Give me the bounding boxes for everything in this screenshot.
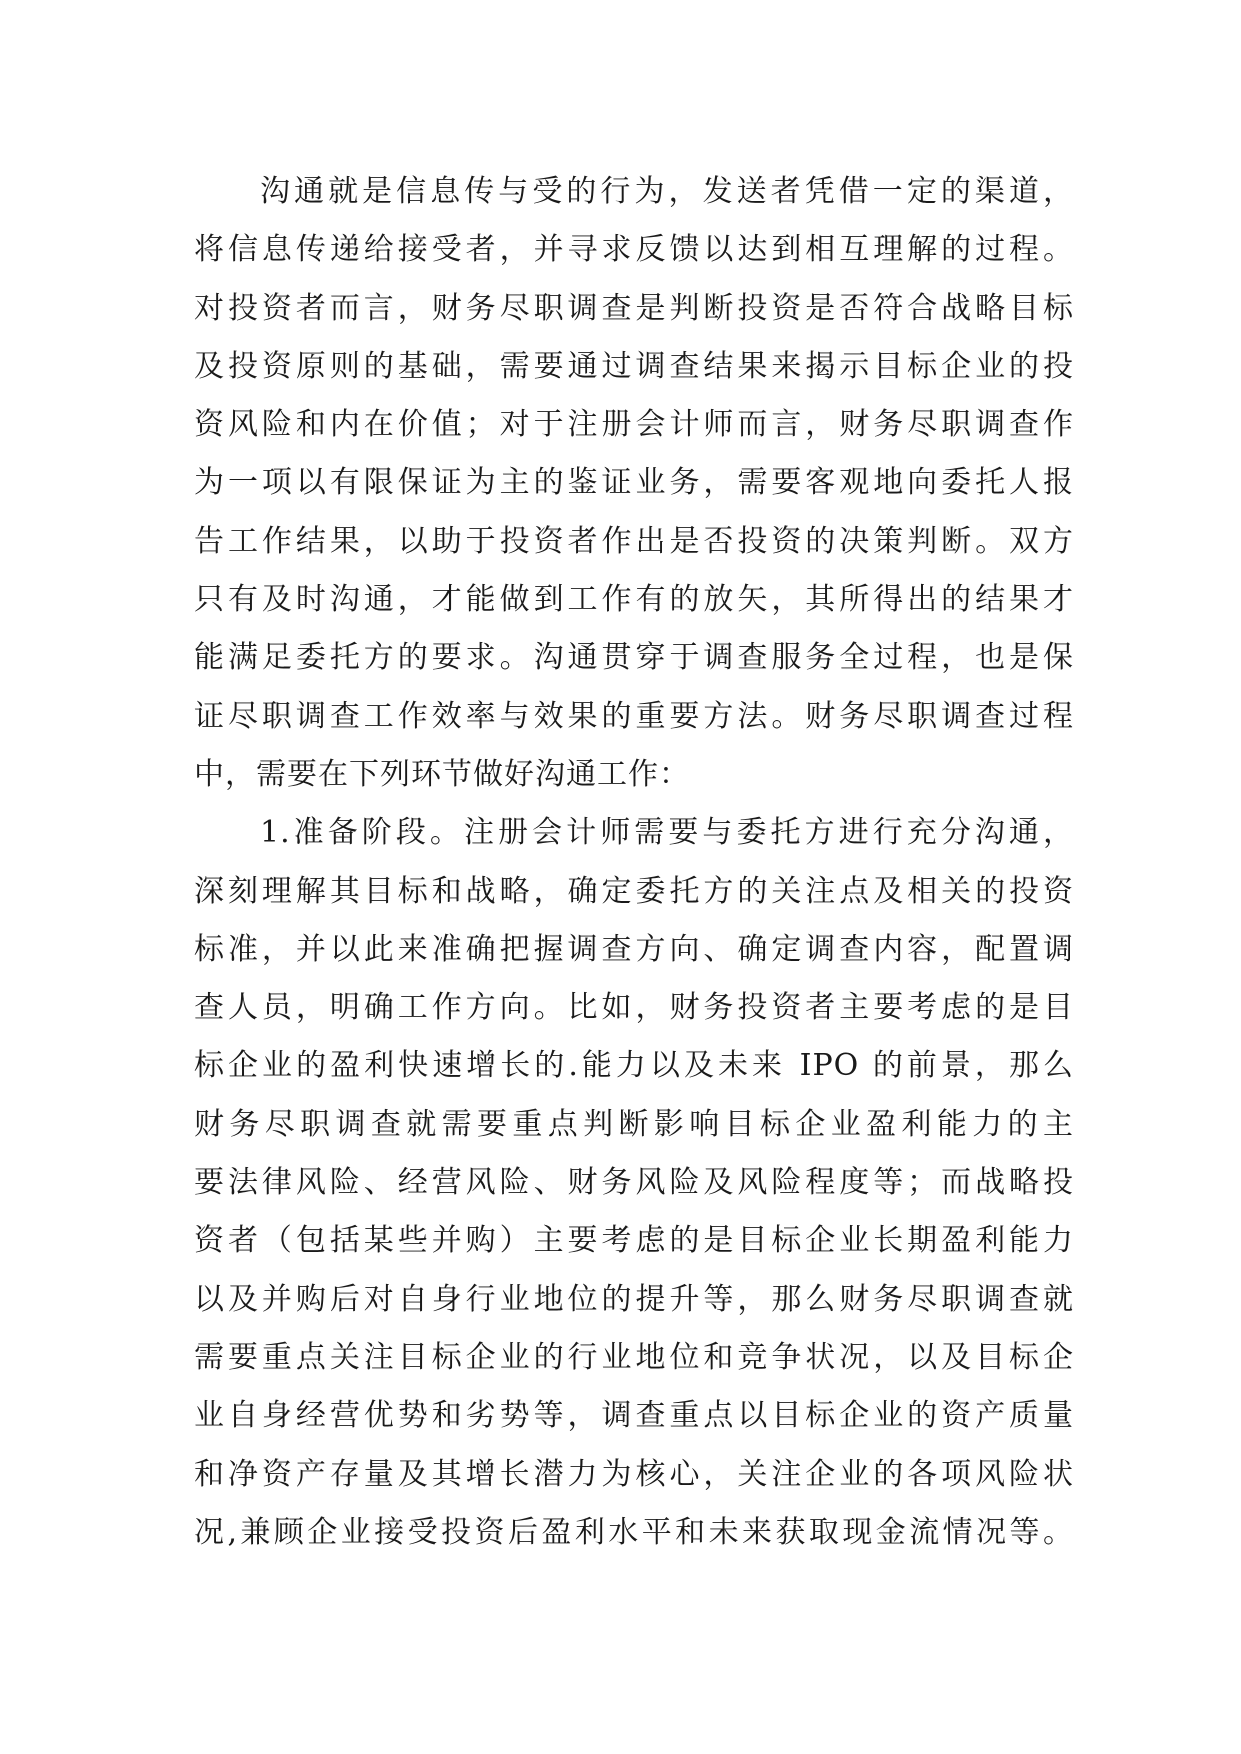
text-line: 况,兼顾企业接受投资后盈利水平和未来获取现金流情况等。 <box>194 1514 1074 1550</box>
text-line: 以及并购后对自身行业地位的提升等，那么财务尽职调查就 <box>194 1281 1074 1317</box>
text-line: 将信息传递给接受者，并寻求反馈以达到相互理解的过程。 <box>194 232 1074 268</box>
text-line: 要法律风险、经营风险、财务风险及风险程度等；而战略投 <box>194 1165 1074 1201</box>
text-line: 为一项以有限保证为主的鉴证业务，需要客观地向委托人报 <box>194 465 1074 501</box>
text-line: 资者（包括某些并购）主要考虑的是目标企业长期盈利能力 <box>194 1223 1074 1259</box>
text-line: 业自身经营优势和劣势等，调查重点以目标企业的资产质量 <box>194 1398 1074 1434</box>
text-line: 证尽职调查工作效率与效果的重要方法。财务尽职调查过程 <box>194 698 1074 734</box>
text-line: 能满足委托方的要求。沟通贯穿于调查服务全过程，也是保 <box>194 640 1074 676</box>
text-line: 中，需要在下列环节做好沟通工作： <box>194 756 690 792</box>
paragraph-preparation-stage <box>194 804 1074 1562</box>
paragraph-communication <box>194 163 1074 804</box>
text-line: 对投资者而言，财务尽职调查是判断投资是否符合战略目标 <box>194 290 1074 326</box>
text-line: 查人员，明确工作方向。比如，财务投资者主要考虑的是目 <box>194 990 1074 1026</box>
text-line: 深刻理解其目标和战略，确定委托方的关注点及相关的投资 <box>194 873 1074 909</box>
text-line: 需要重点关注目标企业的行业地位和竞争状况，以及目标企 <box>194 1339 1074 1375</box>
text-line: 和净资产存量及其增长潜力为核心，关注企业的各项风险状 <box>194 1456 1074 1492</box>
text-line: 1.准备阶段。注册会计师需要与委托方进行充分沟通， <box>260 815 1074 851</box>
text-line: 及投资原则的基础，需要通过调查结果来揭示目标企业的投 <box>194 348 1074 384</box>
text-line: 只有及时沟通，才能做到工作有的放矢，其所得出的结果才 <box>194 582 1074 618</box>
document-body <box>194 163 1074 1562</box>
text-line: 标企业的盈利快速增长的.能力以及未来 IPO 的前景，那么 <box>194 1048 1074 1084</box>
text-line: 资风险和内在价值；对于注册会计师而言，财务尽职调查作 <box>194 407 1074 443</box>
text-line: 标准，并以此来准确把握调查方向、确定调查内容，配置调 <box>194 931 1074 967</box>
text-line: 沟通就是信息传与受的行为，发送者凭借一定的渠道， <box>260 174 1074 209</box>
text-line: 告工作结果，以助于投资者作出是否投资的决策判断。双方 <box>194 523 1074 559</box>
text-line: 财务尽职调查就需要重点判断影响目标企业盈利能力的主 <box>194 1106 1074 1142</box>
